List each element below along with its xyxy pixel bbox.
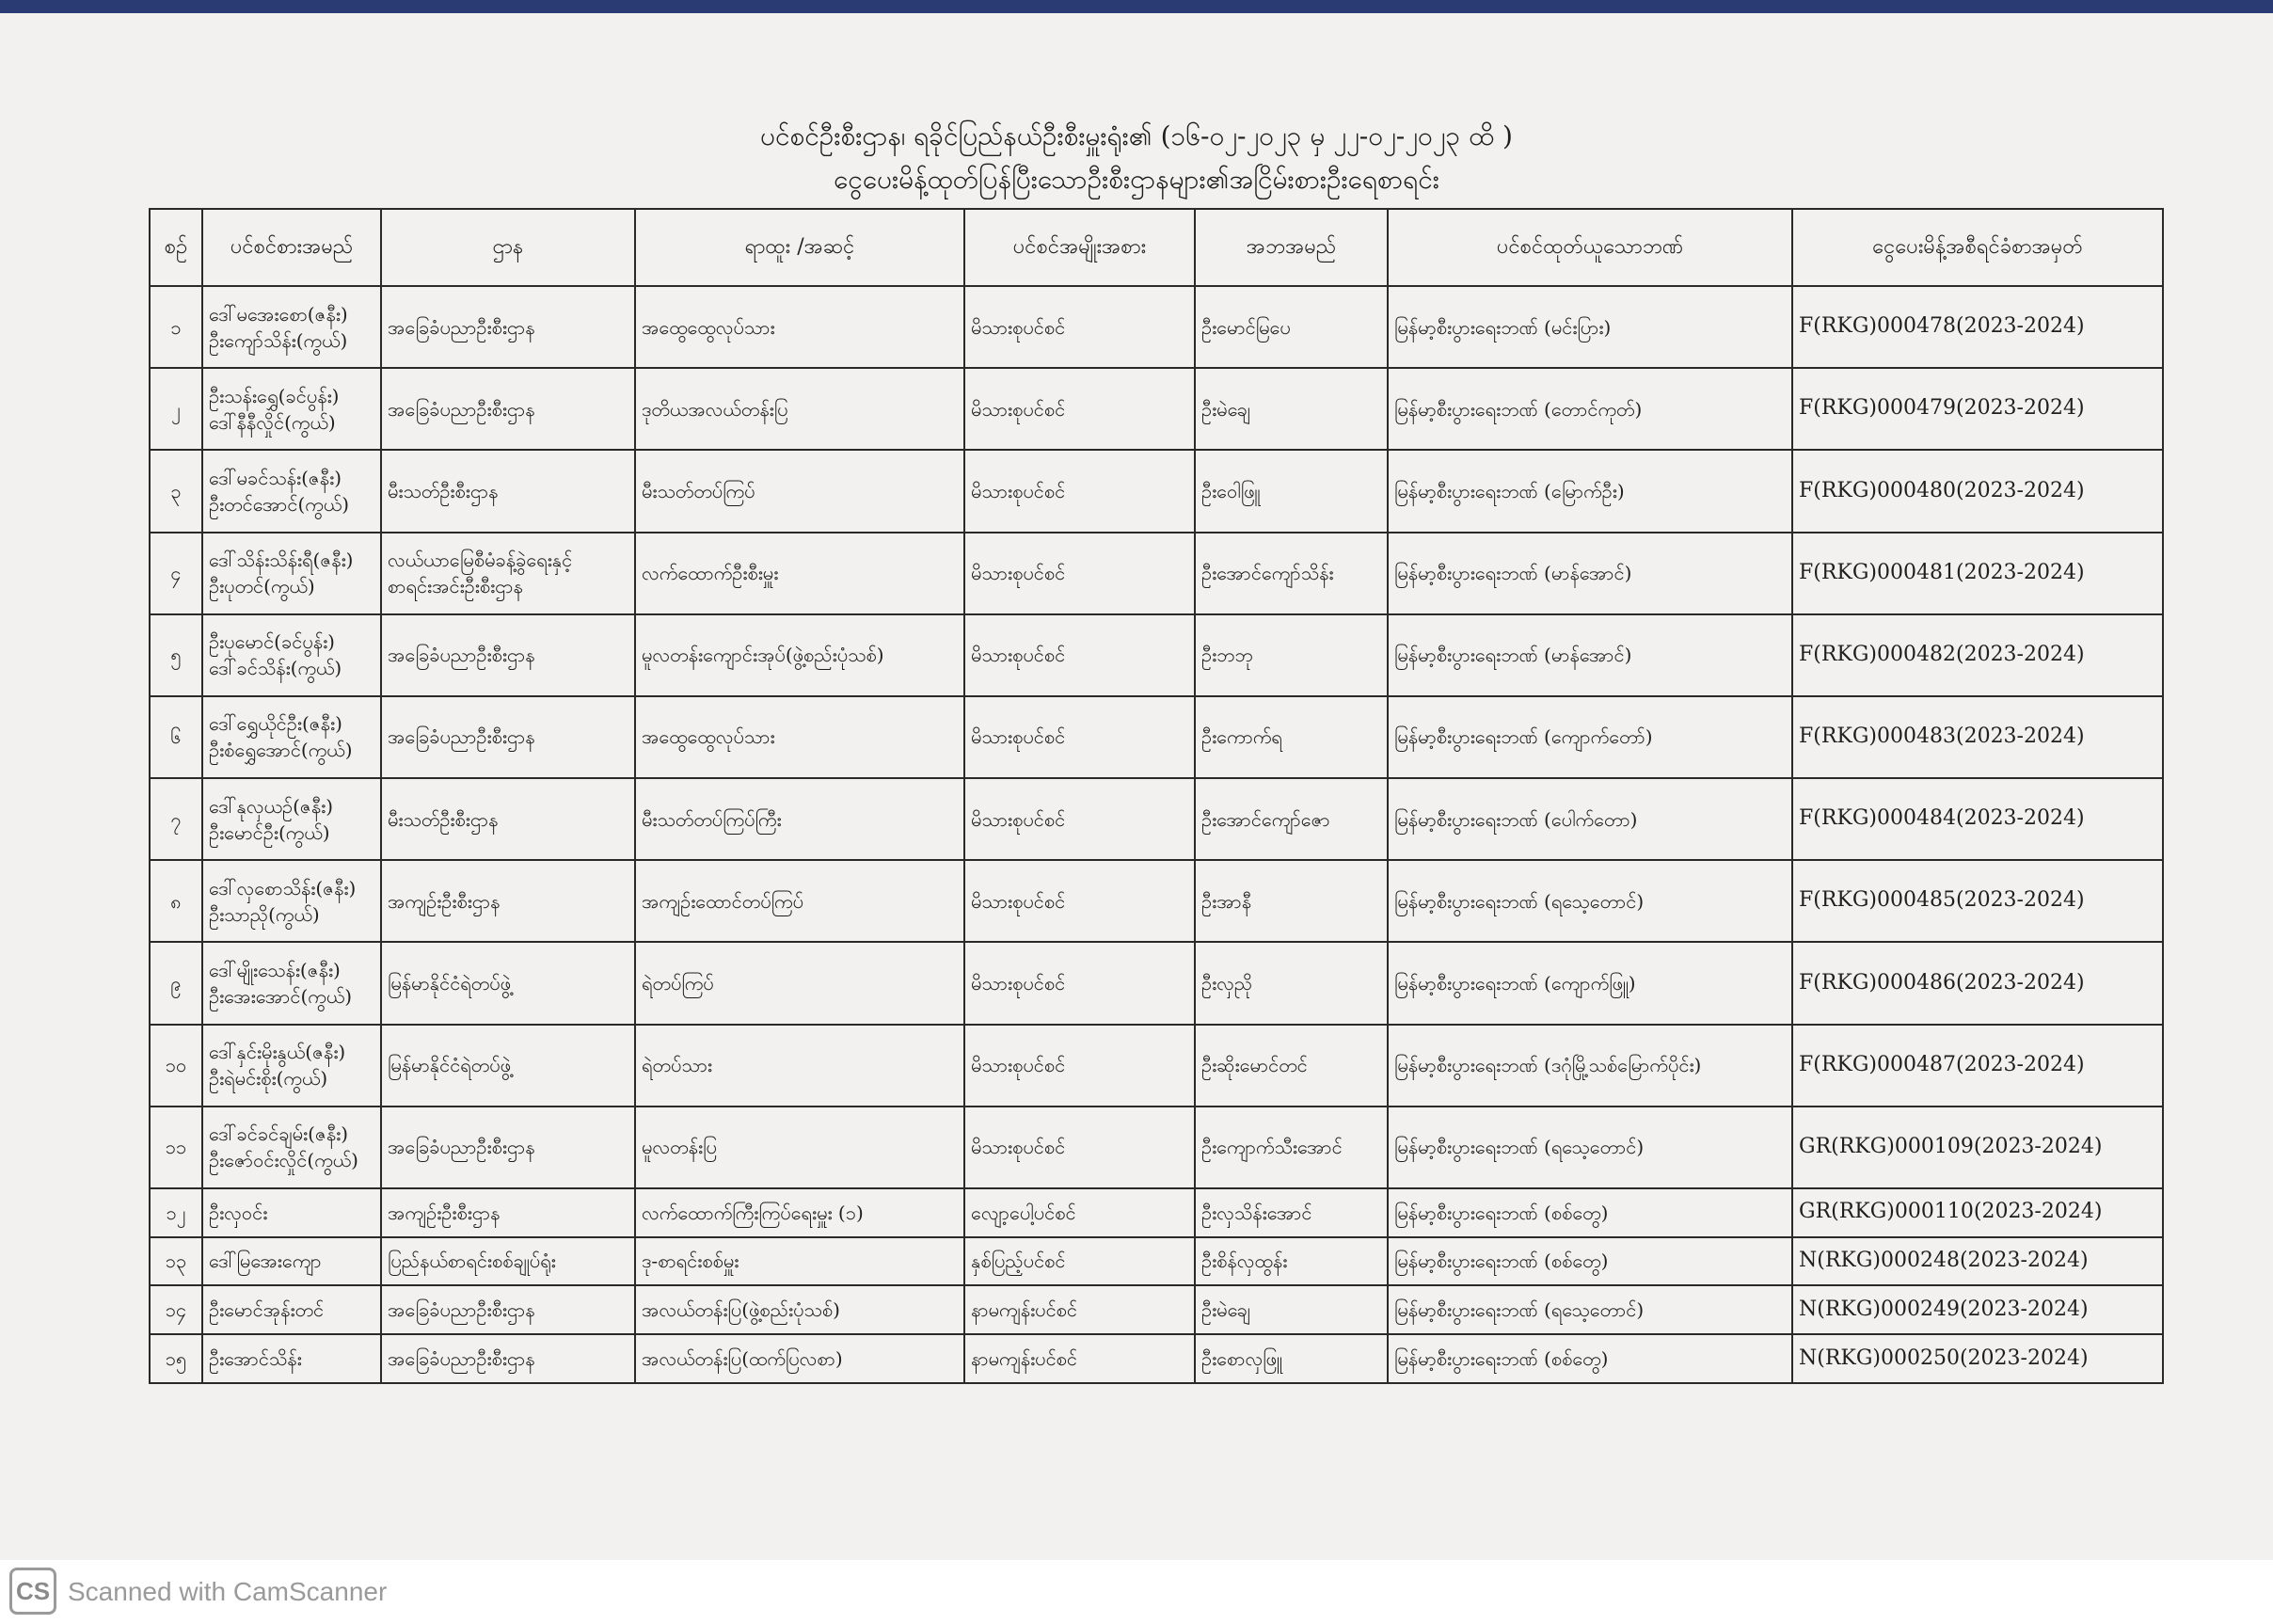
reference-number: N(RKG)000249(2023-2024) bbox=[1792, 1285, 2163, 1334]
camscanner-logo-icon: CS bbox=[9, 1568, 56, 1615]
table-row bbox=[150, 286, 2163, 368]
table-row bbox=[150, 614, 2163, 696]
rank: မီးသတ်တပ်ကြပ် bbox=[635, 450, 964, 532]
pensioner-name bbox=[202, 1334, 381, 1383]
rank: ဒုတိယအလယ်တန်းပြ bbox=[635, 368, 964, 450]
pension-type: မိသားစုပင်စင် bbox=[964, 368, 1195, 450]
pensioner-name bbox=[202, 942, 381, 1024]
reference-number: F(RKG)000486(2023-2024) bbox=[1792, 942, 2163, 1024]
pensioner-name bbox=[202, 614, 381, 696]
rank: ဒု-စာရင်းစစ်မှူး bbox=[635, 1237, 964, 1286]
pensioner-name-line: ဒေါ်နုလှယဉ်(ဇနီး) bbox=[209, 794, 334, 818]
header-father-name: အဘအမည် bbox=[1195, 209, 1388, 286]
deceased-name-line: ဒေါ်နီနီလှိုင်(ကွယ်) bbox=[209, 410, 336, 434]
camscanner-watermark: Scanned with CamScanner bbox=[68, 1577, 388, 1606]
pensioner-name bbox=[202, 368, 381, 450]
pensioner-name bbox=[202, 450, 381, 532]
table-row bbox=[150, 696, 2163, 778]
pension-type: မိသားစုပင်စင် bbox=[964, 778, 1195, 860]
pensioner-name bbox=[202, 1237, 381, 1286]
bank: မြန်မာ့စီးပွားရေးဘဏ် (စစ်တွေ) bbox=[1388, 1188, 1792, 1237]
row-number: ၉ bbox=[150, 942, 202, 1024]
deceased-name-line: ဦးတင်အောင်(ကွယ်) bbox=[209, 492, 350, 516]
department: ပြည်နယ်စာရင်းစစ်ချုပ်ရုံး bbox=[381, 1237, 635, 1286]
bank: မြန်မာ့စီးပွားရေးဘဏ် (ရသေ့တောင်) bbox=[1388, 1285, 1792, 1334]
bank: မြန်မာ့စီးပွားရေးဘဏ် (စစ်တွေ) bbox=[1388, 1237, 1792, 1286]
bank: မြန်မာ့စီးပွားရေးဘဏ် (မာန်အောင်) bbox=[1388, 533, 1792, 614]
deceased-name-line: ဦးအေးအောင်(ကွယ်) bbox=[209, 984, 353, 1008]
bank: မြန်မာ့စီးပွားရေးဘဏ် (ရသေ့တောင်) bbox=[1388, 860, 1792, 942]
bank: မြန်မာ့စီးပွားရေးဘဏ် (ရသေ့တောင်) bbox=[1388, 1107, 1792, 1188]
department: အခြေခံပညာဦးစီးဌာန bbox=[381, 614, 635, 696]
pensioner-name bbox=[202, 533, 381, 614]
reference-number: F(RKG)000480(2023-2024) bbox=[1792, 450, 2163, 532]
pensioner-name-line: ဒေါ်မြအေးကျော bbox=[209, 1250, 322, 1273]
reference-number: F(RKG)000481(2023-2024) bbox=[1792, 533, 2163, 614]
rank: အကျဉ်းထောင်တပ်ကြပ် bbox=[635, 860, 964, 942]
pensioner-name-line: ဦးသန်းရွှေ(ခင်ပွန်း) bbox=[209, 384, 340, 407]
department: အခြေခံပညာဦးစီးဌာန bbox=[381, 286, 635, 368]
table-row bbox=[150, 1334, 2163, 1383]
table-row bbox=[150, 942, 2163, 1024]
bank: မြန်မာ့စီးပွားရေးဘဏ် (ကျောက်ဖြူ) bbox=[1388, 942, 1792, 1024]
pension-type: လျော့ပေါ့ပင်စင် bbox=[964, 1188, 1195, 1237]
table-row bbox=[150, 533, 2163, 614]
father-name: ဦးဝေါဖြူ bbox=[1195, 450, 1388, 532]
document-subtitle: ငွေပေးမိန့်ထုတ်ပြန်ပြီးသောဦးစီးဌာနများ၏အငြိမ်းစားဦးရေစာရင်း bbox=[834, 164, 1439, 195]
document-title: ပင်စင်ဦးစီးဌာန၊ ရခိုင်ပြည်နယ်ဦးစီးမှူးရုံး၏ (၁၆-၀၂-၂၀၂၃ မှ ၂၂-၀၂-၂၀၂၃ ထိ ) bbox=[760, 120, 1513, 151]
pension-type: မိသားစုပင်စင် bbox=[964, 533, 1195, 614]
row-number: ၁၂ bbox=[150, 1188, 202, 1237]
pension-type: မိသားစုပင်စင် bbox=[964, 614, 1195, 696]
reference-number: GR(RKG)000109(2023-2024) bbox=[1792, 1107, 2163, 1188]
pension-type: နှစ်ပြည့်ပင်စင် bbox=[964, 1237, 1195, 1286]
deceased-name-line: ဦးဇော်ဝင်းလှိုင်(ကွယ်) bbox=[209, 1149, 358, 1172]
deceased-name-line: ဦးစံရွှေအောင်(ကွယ်) bbox=[209, 739, 353, 762]
reference-number: F(RKG)000478(2023-2024) bbox=[1792, 286, 2163, 368]
rank: မူလတန်းကျောင်းအုပ်(ဖွဲ့စည်းပုံသစ်) bbox=[635, 614, 964, 696]
rank: အလယ်တန်းပြ(ဖွဲ့စည်းပုံသစ်) bbox=[635, 1285, 964, 1334]
pensioner-name-line: ဒေါ်လှစောသိန်း(ဇနီး) bbox=[209, 876, 357, 900]
pensioner-name bbox=[202, 1188, 381, 1237]
father-name: ဦးဆိုးမောင်တင် bbox=[1195, 1025, 1388, 1107]
pension-type: မိသားစုပင်စင် bbox=[964, 1025, 1195, 1107]
row-number: ၁၅ bbox=[150, 1334, 202, 1383]
father-name: ဦးလှညို bbox=[1195, 942, 1388, 1024]
father-name: ဦးကျောက်သီးအောင် bbox=[1195, 1107, 1388, 1188]
pensioner-name-line: ဒေါ်သိန်းသိန်းရီ(ဇနီး) bbox=[209, 549, 354, 572]
table-row bbox=[150, 778, 2163, 860]
rank: လက်ထောက်ကြီးကြပ်ရေးမှူး (၁) bbox=[635, 1188, 964, 1237]
father-name: ဦးစောလှဖြူ bbox=[1195, 1334, 1388, 1383]
pensioner-name-line: ဦးလှဝင်း bbox=[209, 1201, 268, 1224]
pensioner-table bbox=[149, 208, 2164, 1384]
reference-number: N(RKG)000248(2023-2024) bbox=[1792, 1237, 2163, 1286]
reference-number: F(RKG)000482(2023-2024) bbox=[1792, 614, 2163, 696]
deceased-name-line: ဦးသာညို(ကွယ်) bbox=[209, 902, 320, 926]
department: အခြေခံပညာဦးစီးဌာန bbox=[381, 1285, 635, 1334]
header-rank: ရာထူး /အဆင့် bbox=[635, 209, 964, 286]
pensioner-name bbox=[202, 860, 381, 942]
department: မီးသတ်ဦးစီးဌာန bbox=[381, 450, 635, 532]
pensioner-name bbox=[202, 1025, 381, 1107]
bank: မြန်မာ့စီးပွားရေးဘဏ် (မင်းပြား) bbox=[1388, 286, 1792, 368]
scanner-footer bbox=[0, 1560, 2273, 1624]
rank: အလယ်တန်းပြ(ထက်ပြလစာ) bbox=[635, 1334, 964, 1383]
bank: မြန်မာ့စီးပွားရေးဘဏ် (ကျောက်တော်) bbox=[1388, 696, 1792, 778]
deceased-name-line: ဦးပုတင်(ကွယ်) bbox=[209, 575, 315, 598]
department: အကျဉ်းဦးစီးဌာန bbox=[381, 1188, 635, 1237]
reference-number: N(RKG)000250(2023-2024) bbox=[1792, 1334, 2163, 1383]
bank: မြန်မာ့စီးပွားရေးဘဏ် (ပေါက်တော) bbox=[1388, 778, 1792, 860]
row-number: ၁၀ bbox=[150, 1025, 202, 1107]
bank: မြန်မာ့စီးပွားရေးဘဏ် (ဒဂုံမြို့သစ်မြောက်ပိုင်း) bbox=[1388, 1025, 1792, 1107]
pensioner-name-line: ဒေါ်မအေးစော(ဇနီး) bbox=[209, 302, 348, 326]
department: မီးသတ်ဦးစီးဌာန bbox=[381, 778, 635, 860]
pensioner-name-line: ဒေါ်မျိုးသေန်း(ဇနီး) bbox=[209, 958, 341, 981]
rank: အထွေထွေလုပ်သား bbox=[635, 286, 964, 368]
department: အကျဉ်းဦးစီးဌာန bbox=[381, 860, 635, 942]
department: မြန်မာနိုင်ငံရဲတပ်ဖွဲ့ bbox=[381, 1025, 635, 1107]
pensioner-name-line: ဒေါ်နှင်းမိုးနွယ်(ဇနီး) bbox=[209, 1041, 346, 1064]
department: အခြေခံပညာဦးစီးဌာန bbox=[381, 1334, 635, 1383]
row-number: ၁၃ bbox=[150, 1237, 202, 1286]
department: အခြေခံပညာဦးစီးဌာန bbox=[381, 696, 635, 778]
pensioner-name bbox=[202, 1285, 381, 1334]
pensioner-name bbox=[202, 696, 381, 778]
deceased-name-line: ဦးရဲမင်းစိုး(ကွယ်) bbox=[209, 1067, 328, 1091]
father-name: ဦးမောင်မြပေ bbox=[1195, 286, 1388, 368]
row-number: ၁ bbox=[150, 286, 202, 368]
department: အခြေခံပညာဦးစီးဌာန bbox=[381, 1107, 635, 1188]
father-name: ဦးမဲချေ bbox=[1195, 1285, 1388, 1334]
table-row bbox=[150, 450, 2163, 532]
header-reference: ငွေပေးမိန့်အစီရင်ခံစာအမှတ် bbox=[1792, 209, 2163, 286]
rank: လက်ထောက်ဦးစီးမှူး bbox=[635, 533, 964, 614]
father-name: ဦးအောင်ကျော်ဇော bbox=[1195, 778, 1388, 860]
pensioner-name-line: ဦးအောင်သိန်း bbox=[209, 1347, 302, 1371]
row-number: ၃ bbox=[150, 450, 202, 532]
deceased-name-line: ဦးကျော်သိန်း(ကွယ်) bbox=[209, 328, 348, 352]
reference-number: F(RKG)000484(2023-2024) bbox=[1792, 778, 2163, 860]
father-name: ဦးအာနီ bbox=[1195, 860, 1388, 942]
pensioner-name-line: ဦးမောင်အုန်းတင် bbox=[209, 1298, 325, 1322]
reference-number: F(RKG)000485(2023-2024) bbox=[1792, 860, 2163, 942]
row-number: ၁၄ bbox=[150, 1285, 202, 1334]
pension-type: မိသားစုပင်စင် bbox=[964, 696, 1195, 778]
header-bank: ပင်စင်ထုတ်ယူသောဘဏ် bbox=[1388, 209, 1792, 286]
table-row bbox=[150, 1107, 2163, 1188]
pensioner-name-line: ဦးပုမောင်(ခင်ပွန်း) bbox=[209, 630, 335, 654]
father-name: ဦးကောက်ရ bbox=[1195, 696, 1388, 778]
bank: မြန်မာ့စီးပွားရေးဘဏ် (မာန်အောင်) bbox=[1388, 614, 1792, 696]
bank: မြန်မာ့စီးပွားရေးဘဏ် (စစ်တွေ) bbox=[1388, 1334, 1792, 1383]
pensioner-name-line: ဒေါ်မခင်သန်း(ဇနီး) bbox=[209, 466, 342, 489]
table-row bbox=[150, 368, 2163, 450]
row-number: ၄ bbox=[150, 533, 202, 614]
table-row bbox=[150, 1025, 2163, 1107]
rank: အထွေထွေလုပ်သား bbox=[635, 696, 964, 778]
father-name: ဦးစိန်လှထွန်း bbox=[1195, 1237, 1388, 1286]
header-no: စဉ် bbox=[150, 209, 202, 286]
pension-type: မိသားစုပင်စင် bbox=[964, 286, 1195, 368]
table-header-row bbox=[150, 209, 2163, 286]
father-name: ဦးအောင်ကျော်သိန်း bbox=[1195, 533, 1388, 614]
rank: မူလတန်းပြ bbox=[635, 1107, 964, 1188]
father-name: ဦးလှသိန်းအောင် bbox=[1195, 1188, 1388, 1237]
scanned-page bbox=[0, 13, 2273, 1560]
row-number: ၈ bbox=[150, 860, 202, 942]
header-pension-type: ပင်စင်အမျိုးအစား bbox=[964, 209, 1195, 286]
reference-number: F(RKG)000479(2023-2024) bbox=[1792, 368, 2163, 450]
pensioner-name bbox=[202, 778, 381, 860]
department: အခြေခံပညာဦးစီးဌာန bbox=[381, 368, 635, 450]
deceased-name-line: ဦးမောင်ဦး(ကွယ်) bbox=[209, 820, 330, 844]
pensioner-name bbox=[202, 1107, 381, 1188]
reference-number: GR(RKG)000110(2023-2024) bbox=[1792, 1188, 2163, 1237]
pensioner-name bbox=[202, 286, 381, 368]
pension-type: မိသားစုပင်စင် bbox=[964, 450, 1195, 532]
table-row bbox=[150, 860, 2163, 942]
pension-type: နာမကျန်းပင်စင် bbox=[964, 1285, 1195, 1334]
pensioner-name-line: ဒေါ်ခင်ခင်ချမ်း(ဇနီး) bbox=[209, 1122, 349, 1146]
father-name: ဦးမဲချေ bbox=[1195, 368, 1388, 450]
department: မြန်မာနိုင်ငံရဲတပ်ဖွဲ့ bbox=[381, 942, 635, 1024]
pension-type: မိသားစုပင်စင် bbox=[964, 1107, 1195, 1188]
reference-number: F(RKG)000483(2023-2024) bbox=[1792, 696, 2163, 778]
table-row bbox=[150, 1285, 2163, 1334]
pensioner-name-line: ဒေါ်ရွှေယိုင်ဦး(ဇနီး) bbox=[209, 712, 342, 736]
table-row bbox=[150, 1188, 2163, 1237]
rank: မီးသတ်တပ်ကြပ်ကြီး bbox=[635, 778, 964, 860]
bank: မြန်မာ့စီးပွားရေးဘဏ် (တောင်ကုတ်) bbox=[1388, 368, 1792, 450]
deceased-name-line: ဒေါ်ခင်သိန်း(ကွယ်) bbox=[209, 657, 342, 680]
table-row bbox=[150, 1237, 2163, 1286]
pension-type: မိသားစုပင်စင် bbox=[964, 860, 1195, 942]
row-number: ၇ bbox=[150, 778, 202, 860]
reference-number: F(RKG)000487(2023-2024) bbox=[1792, 1025, 2163, 1107]
row-number: ၁၁ bbox=[150, 1107, 202, 1188]
rank: ရဲတပ်သား bbox=[635, 1025, 964, 1107]
row-number: ၂ bbox=[150, 368, 202, 450]
department: လယ်ယာမြေစီမံခန့်ခွဲရေးနှင့် စာရင်းအင်းဦးစီးဌာန bbox=[381, 533, 635, 614]
header-name: ပင်စင်စားအမည် bbox=[202, 209, 381, 286]
row-number: ၆ bbox=[150, 696, 202, 778]
rank: ရဲတပ်ကြပ် bbox=[635, 942, 964, 1024]
header-department: ဌာန bbox=[381, 209, 635, 286]
pension-type: နာမကျန်းပင်စင် bbox=[964, 1334, 1195, 1383]
pension-type: မိသားစုပင်စင် bbox=[964, 942, 1195, 1024]
row-number: ၅ bbox=[150, 614, 202, 696]
bank: မြန်မာ့စီးပွားရေးဘဏ် (မြောက်ဦး) bbox=[1388, 450, 1792, 532]
father-name: ဦးဘဘု bbox=[1195, 614, 1388, 696]
